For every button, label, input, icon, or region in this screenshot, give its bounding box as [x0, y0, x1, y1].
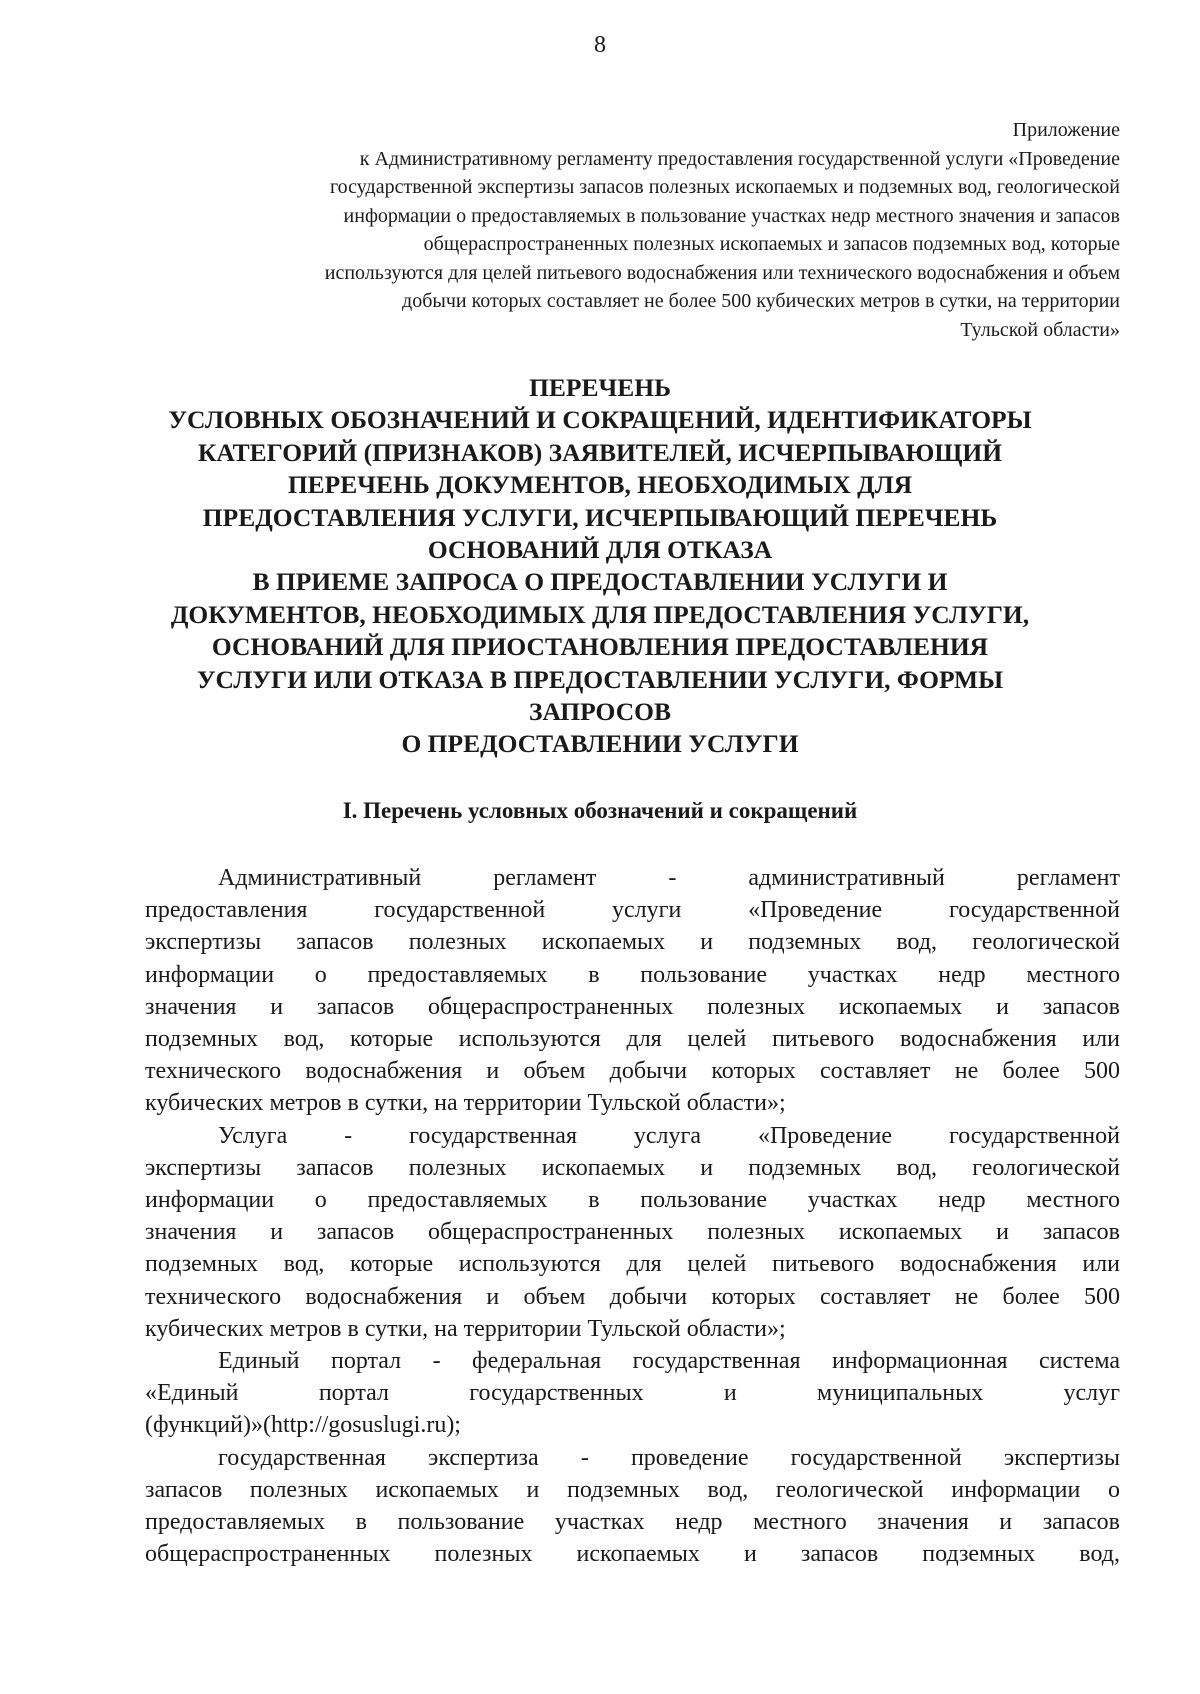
paragraph-line: «Единый портал государственных и муниципальных услуг	[145, 1380, 1120, 1407]
paragraph-line: общераспространенных полезных ископаемых и запасов подземных вод,	[145, 1541, 1120, 1568]
title-line: УСЛУГИ ИЛИ ОТКАЗА В ПРЕДОСТАВЛЕНИИ УСЛУГИ, ФОРМЫ	[196, 664, 1004, 694]
appendix-line: государственной экспертизы запасов полезных ископаемых и подземных вод, геологической	[329, 176, 1120, 198]
paragraph-line: экспертизы запасов полезных ископаемых и подземных вод, геологической	[145, 929, 1120, 956]
document-title	[100, 372, 1100, 761]
page-number: 8	[594, 32, 606, 58]
title-line: ПЕРЕЧЕНЬ	[529, 373, 671, 402]
title-line: ОСНОВАНИЙ ДЛЯ ПРИОСТАНОВЛЕНИЯ ПРЕДОСТАВЛЕНИЯ	[211, 632, 989, 662]
paragraph-line: значения и запасов общераспространенных полезных ископаемых и запасов	[145, 1219, 1120, 1246]
paragraph-line: технического водоснабжения и объем добычи которых составляет не более 500	[145, 1283, 1120, 1310]
section-heading: I. Перечень условных обозначений и сокращений	[342, 798, 858, 823]
title-line: ОСНОВАНИЙ ДЛЯ ОТКАЗА	[427, 535, 773, 565]
appendix-line: Приложение	[1012, 119, 1120, 141]
title-line: О ПРЕДОСТАВЛЕНИИ УСЛУГИ	[401, 729, 799, 759]
paragraph-line: кубических метров в сутки, на территории Тульской области»;	[145, 1315, 786, 1342]
paragraph	[145, 1120, 1120, 1345]
appendix-line: Тульской области»	[960, 318, 1120, 341]
paragraph-line: Единый портал - федеральная государственная информационная система	[218, 1348, 1120, 1375]
paragraph-line: значения и запасов общераспространенных полезных ископаемых и запасов	[145, 993, 1120, 1020]
title-line: ЗАПРОСОВ	[529, 697, 671, 727]
appendix-line: к Административному регламенту предоставления государственной услуги «Проведение	[359, 147, 1120, 170]
title-line: ДОКУМЕНТОВ, НЕОБХОДИМЫХ ДЛЯ ПРЕДОСТАВЛЕНИЯ УСЛУГИ,	[170, 599, 1030, 629]
paragraph-line: подземных вод, которые используются для целей питьевого водоснабжения или	[145, 1251, 1120, 1278]
paragraph-line: информации о предоставляемых в пользование участках недр местного	[145, 961, 1120, 988]
paragraph-line: Административный регламент - административный регламент	[218, 865, 1120, 891]
paragraph-line: (функций)»(http://gosuslugi.ru);	[145, 1412, 461, 1439]
paragraph-line: информации о предоставляемых в пользование участках недр местного	[145, 1187, 1120, 1214]
body-text	[145, 862, 1120, 1570]
appendix-note	[150, 116, 1120, 344]
paragraph-line: предоставляемых в пользование участках недр местного значения и запасов	[145, 1509, 1120, 1536]
paragraph-line: Услуга - государственная услуга «Проведение государственной	[218, 1122, 1120, 1149]
appendix-line: информации о предоставляемых в пользование участках недр местного значения и запасов	[343, 204, 1120, 227]
appendix-line: используются для целей питьевого водоснабжения или технического водоснабжения и объем	[324, 261, 1120, 284]
paragraph-line: предоставления государственной услуги «Проведение государственной	[145, 897, 1120, 924]
paragraph-line: кубических метров в сутки, на территории Тульской области»;	[145, 1090, 786, 1117]
paragraph-line: государственная экспертиза - проведение государственной экспертизы	[218, 1444, 1120, 1471]
title-line: УСЛОВНЫХ ОБОЗНАЧЕНИЙ И СОКРАЩЕНИЙ, ИДЕНТИФИКАТОРЫ	[168, 405, 1032, 435]
paragraph	[145, 1345, 1120, 1442]
title-line: КАТЕГОРИЙ (ПРИЗНАКОВ) ЗАЯВИТЕЛЕЙ, ИСЧЕРПЫВАЮЩИЙ	[197, 437, 1003, 467]
paragraph-line: запасов полезных ископаемых и подземных вод, геологической информации о	[145, 1476, 1120, 1503]
paragraph-line: технического водоснабжения и объем добычи которых составляет не более 500	[145, 1058, 1120, 1085]
title-line: ПРЕДОСТАВЛЕНИЯ УСЛУГИ, ИСЧЕРПЫВАЮЩИЙ ПЕРЕЧЕНЬ	[202, 502, 998, 532]
title-line: В ПРИЕМЕ ЗАПРОСА О ПРЕДОСТАВЛЕНИИ УСЛУГИ И	[252, 567, 948, 597]
appendix-line: добычи которых составляет не более 500 кубических метров в сутки, на территории	[402, 290, 1120, 312]
paragraph-line: подземных вод, которые используются для целей питьевого водоснабжения или	[145, 1026, 1120, 1053]
title-line: ПЕРЕЧЕНЬ ДОКУМЕНТОВ, НЕОБХОДИМЫХ ДЛЯ	[287, 470, 913, 500]
paragraph	[145, 862, 1120, 1120]
paragraph	[145, 1442, 1120, 1571]
appendix-line: общераспространенных полезных ископаемых и запасов подземных вод, которые	[423, 233, 1120, 255]
paragraph-line: экспертизы запасов полезных ископаемых и подземных вод, геологической	[145, 1154, 1120, 1181]
